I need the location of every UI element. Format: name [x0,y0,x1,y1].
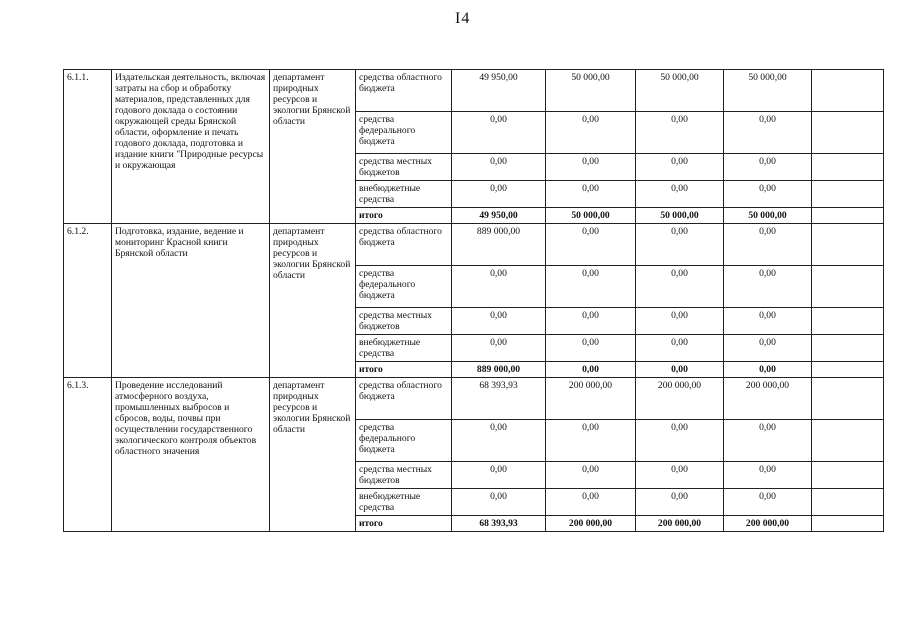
amount-cell: 0,00 [546,266,636,308]
item-executor: департамент природных ресурсов и экологии Брянской области [270,378,356,532]
amount-cell: 0,00 [636,420,724,462]
amount-cell: 49 950,00 [452,208,546,224]
amount-cell: 889 000,00 [452,362,546,378]
funding-source: внебюджетные средства [356,489,452,516]
empty-cell [812,208,884,224]
item-code: 6.1.3. [64,378,112,532]
amount-cell: 0,00 [636,224,724,266]
funding-source: средства федерального бюджета [356,420,452,462]
amount-cell: 200 000,00 [546,378,636,420]
amount-cell: 50 000,00 [636,70,724,112]
amount-cell: 0,00 [724,420,812,462]
amount-cell: 0,00 [546,335,636,362]
amount-cell: 68 393,93 [452,516,546,532]
amount-cell: 0,00 [452,308,546,335]
amount-cell: 0,00 [546,224,636,266]
amount-cell: 200 000,00 [724,516,812,532]
item-executor: департамент природных ресурсов и экологии Брянской области [270,70,356,224]
empty-cell [812,462,884,489]
amount-cell: 0,00 [452,462,546,489]
amount-cell: 0,00 [546,112,636,154]
amount-cell: 0,00 [724,266,812,308]
empty-cell [812,335,884,362]
amount-cell: 0,00 [452,154,546,181]
funding-source: внебюджетные средства [356,181,452,208]
amount-cell: 0,00 [724,335,812,362]
funding-source: средства местных бюджетов [356,154,452,181]
funding-source: средства федерального бюджета [356,112,452,154]
item-code: 6.1.1. [64,70,112,224]
amount-cell: 50 000,00 [636,208,724,224]
amount-cell: 0,00 [546,462,636,489]
funding-source: средства областного бюджета [356,378,452,420]
funding-source: средства федерального бюджета [356,266,452,308]
funding-source: средства местных бюджетов [356,308,452,335]
amount-cell: 50 000,00 [546,70,636,112]
amount-cell: 50 000,00 [546,208,636,224]
page-number: I4 [455,10,471,27]
total-label: итого [356,516,452,532]
amount-cell: 0,00 [546,308,636,335]
empty-cell [812,308,884,335]
amount-cell: 0,00 [636,489,724,516]
funding-source: средства областного бюджета [356,70,452,112]
amount-cell: 200 000,00 [636,378,724,420]
item-executor: департамент природных ресурсов и экологии Брянской области [270,224,356,378]
amount-cell: 0,00 [452,420,546,462]
empty-cell [812,112,884,154]
amount-cell: 0,00 [724,154,812,181]
budget-table [63,69,884,532]
amount-cell: 0,00 [724,489,812,516]
amount-cell: 0,00 [452,266,546,308]
amount-cell: 0,00 [636,154,724,181]
item-title: Подготовка, издание, ведение и мониторинг Красной книги Брянской области [112,224,270,378]
amount-cell: 0,00 [636,462,724,489]
amount-cell: 0,00 [636,266,724,308]
amount-cell: 0,00 [724,462,812,489]
funding-source: средства областного бюджета [356,224,452,266]
amount-cell: 889 000,00 [452,224,546,266]
empty-cell [812,70,884,112]
empty-cell [812,378,884,420]
amount-cell: 0,00 [724,112,812,154]
empty-cell [812,181,884,208]
amount-cell: 0,00 [724,224,812,266]
item-title: Проведение исследований атмосферного воздуха, промышленных выбросов и сбросов, воды, почвы при осуществлении государственного экологического контроля объектов областного значения [112,378,270,532]
amount-cell: 0,00 [636,308,724,335]
total-label: итого [356,362,452,378]
amount-cell: 50 000,00 [724,208,812,224]
amount-cell: 50 000,00 [724,70,812,112]
amount-cell: 0,00 [724,362,812,378]
amount-cell: 0,00 [452,335,546,362]
amount-cell: 0,00 [452,181,546,208]
amount-cell: 0,00 [546,154,636,181]
table-row [64,70,884,112]
empty-cell [812,362,884,378]
amount-cell: 200 000,00 [546,516,636,532]
amount-cell: 0,00 [636,335,724,362]
empty-cell [812,420,884,462]
amount-cell: 0,00 [724,181,812,208]
empty-cell [812,154,884,181]
amount-cell: 0,00 [636,112,724,154]
empty-cell [812,489,884,516]
item-code: 6.1.2. [64,224,112,378]
amount-cell: 0,00 [546,181,636,208]
funding-source: внебюджетные средства [356,335,452,362]
amount-cell: 0,00 [546,362,636,378]
amount-cell: 0,00 [636,181,724,208]
amount-cell: 0,00 [636,362,724,378]
table-row [64,224,884,266]
amount-cell: 0,00 [546,489,636,516]
total-label: итого [356,208,452,224]
amount-cell: 0,00 [724,308,812,335]
empty-cell [812,224,884,266]
amount-cell: 68 393,93 [452,378,546,420]
item-title: Издательская деятельность, включая затраты на сбор и обработку материалов, представленных для годового доклада о состоянии окружающей среды Брянской области, оформление и печать годового доклада, подготовка и издание книги "Природные ресурсы и окружающая [112,70,270,224]
funding-source: средства местных бюджетов [356,462,452,489]
amount-cell: 0,00 [452,489,546,516]
amount-cell: 200 000,00 [724,378,812,420]
table-row [64,378,884,420]
empty-cell [812,266,884,308]
amount-cell: 200 000,00 [636,516,724,532]
amount-cell: 0,00 [546,420,636,462]
amount-cell: 49 950,00 [452,70,546,112]
amount-cell: 0,00 [452,112,546,154]
empty-cell [812,516,884,532]
